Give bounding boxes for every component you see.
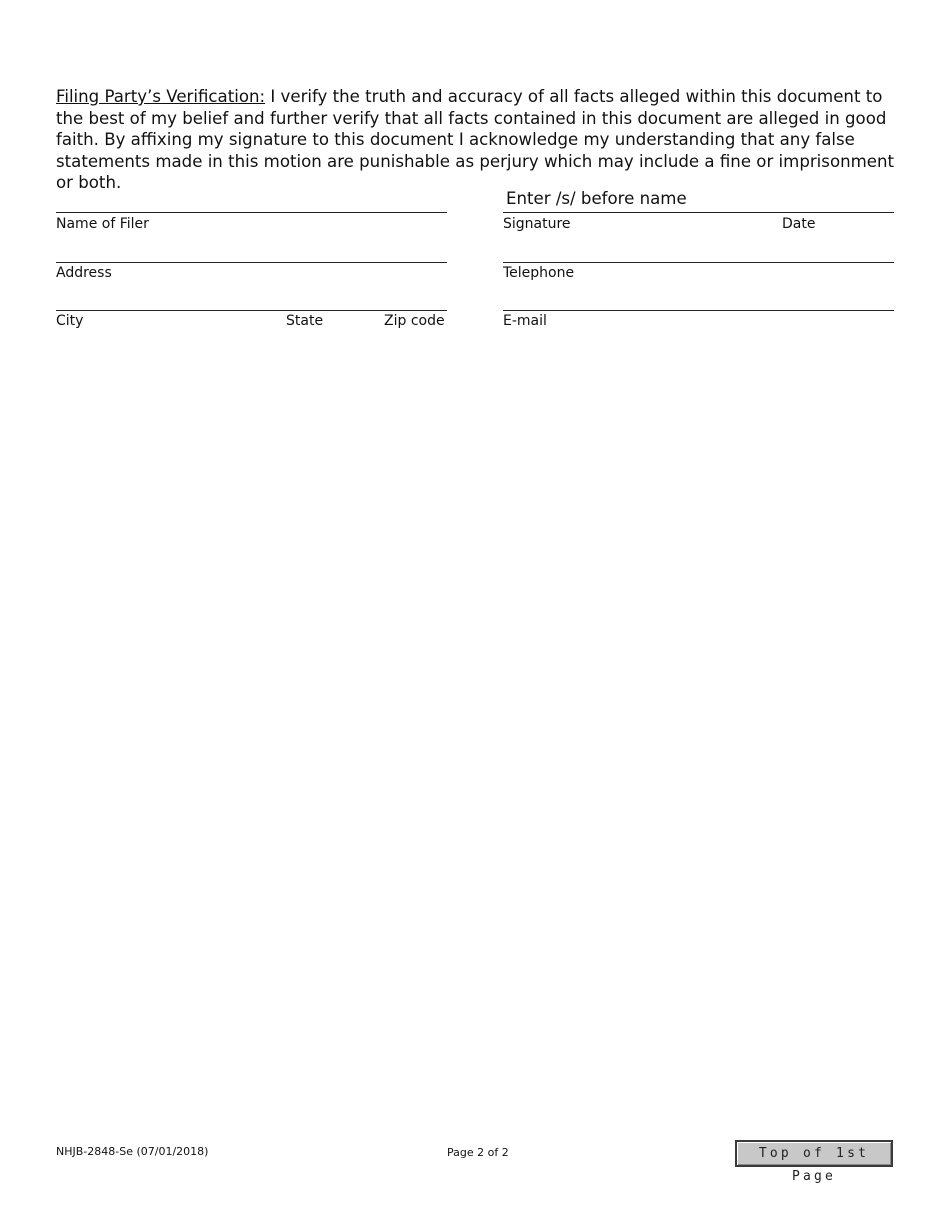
verification-statement [56,86,896,194]
city-input[interactable] [56,288,281,310]
form-id: NHJB-2848-Se (07/01/2018) [56,1145,209,1158]
email-input[interactable] [503,288,893,310]
email-line [503,310,894,311]
date-input[interactable] [782,190,892,212]
address-line [56,262,447,263]
signature-input[interactable] [503,190,778,212]
date-label: Date [782,216,816,232]
signature-date-line [503,212,894,213]
signature-label: Signature [503,216,571,232]
verification-heading: Filing Party’s Verification: [56,87,266,106]
city-state-zip-line [56,310,447,311]
telephone-line [503,262,894,263]
name-of-filer-input[interactable] [56,190,446,212]
zip-code-input[interactable] [384,288,446,310]
zip-code-label: Zip code [384,313,445,329]
address-input[interactable] [56,240,446,262]
address-label: Address [56,265,112,281]
city-label: City [56,313,84,329]
telephone-input[interactable] [503,240,893,262]
page-number: Page 2 of 2 [447,1146,509,1159]
name-of-filer-label: Name of Filer [56,216,149,232]
telephone-label: Telephone [503,265,575,281]
top-of-first-page-button[interactable]: Top of 1st Page [735,1140,893,1167]
state-label: State [286,313,324,329]
email-label: E-mail [503,313,547,329]
name-of-filer-line [56,212,447,213]
signature-hint: Enter /s/ before name [506,189,687,208]
verification-body: I verify the truth and accuracy of all facts alleged within this document to the best of my belief and further verify that all facts contained in this document are alleged in good faith. By affixing my signature to this document I acknowledge my understanding that any false statements made in this motion are punishable as perjury which may include a fine or imprisonment or both. [56,87,895,193]
state-input[interactable] [286,288,376,310]
